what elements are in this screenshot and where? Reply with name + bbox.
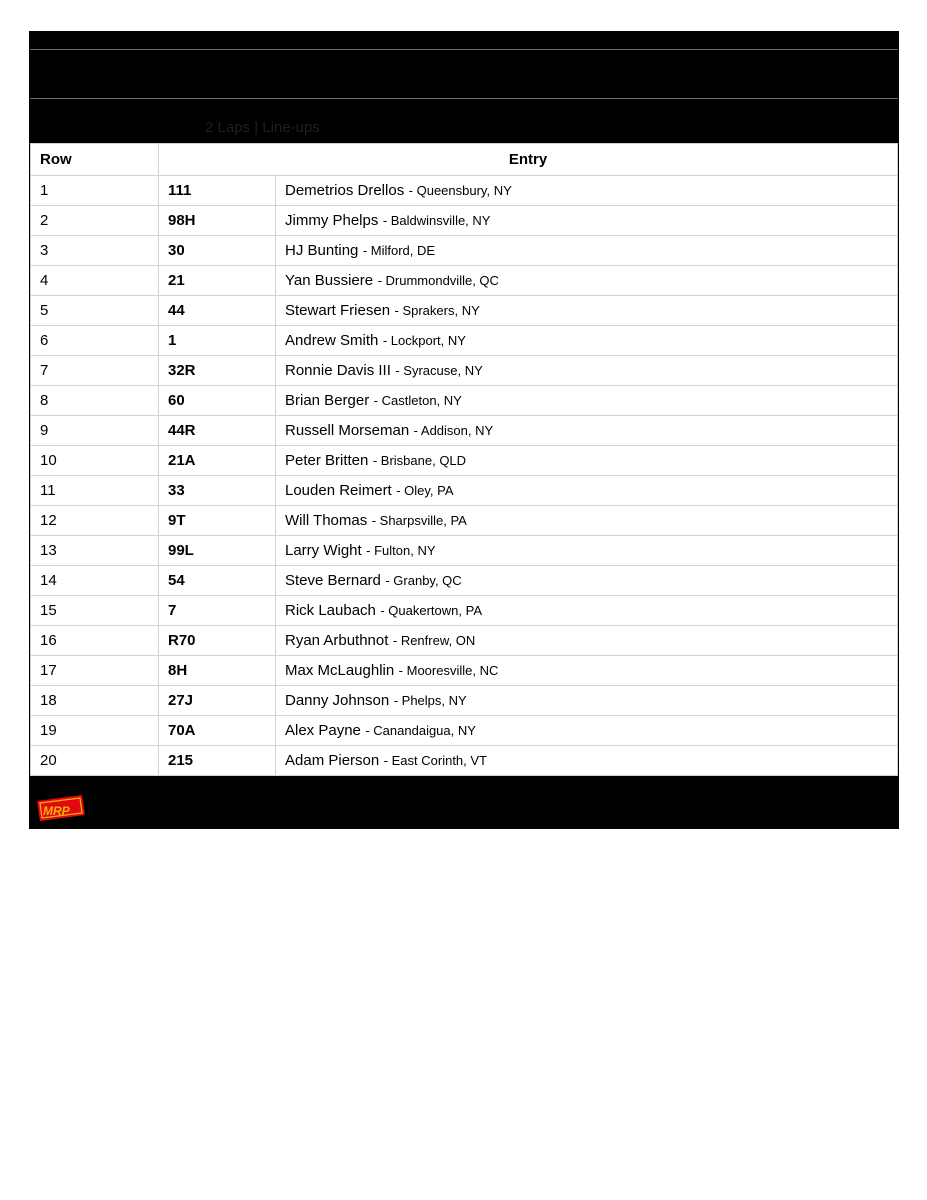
car-number: 27J [159, 686, 276, 716]
driver-name: HJ Bunting [285, 241, 359, 259]
table-row [31, 266, 898, 296]
row-number: 17 [31, 656, 159, 686]
row-number: 2 [31, 206, 159, 236]
car-number: 44R [159, 416, 276, 446]
driver-hometown: Lockport, NY [390, 332, 466, 348]
table-row [31, 656, 898, 686]
driver-entry [276, 356, 898, 386]
driver-hometown: Mooresville, NC [406, 662, 499, 678]
row-number: 13 [31, 536, 159, 566]
car-number: 98H [159, 206, 276, 236]
lineup-sheet [29, 31, 899, 829]
car-number: 21 [159, 266, 276, 296]
table-row [31, 176, 898, 206]
driver-name: Max McLaughlin [285, 661, 395, 679]
driver-hometown: Canandaigua, NY [373, 722, 476, 738]
driver-hometown: Sprakers, NY [402, 302, 480, 318]
lineup-table [30, 143, 898, 776]
table-row [31, 296, 898, 326]
separator: - [372, 452, 381, 468]
footer-bar [30, 776, 898, 828]
driver-entry [276, 176, 898, 206]
row-number: 9 [31, 416, 159, 446]
header-subtitle-bar [30, 99, 898, 143]
separator: - [382, 212, 391, 228]
table-header-row [31, 144, 898, 176]
separator: - [380, 602, 389, 618]
logo-text: MRP [43, 804, 70, 818]
car-number: 1 [159, 326, 276, 356]
driver-name: Ryan Arbuthnot [285, 631, 389, 649]
separator: - [373, 392, 382, 408]
driver-name: Andrew Smith [285, 331, 379, 349]
driver-entry [276, 656, 898, 686]
column-header-row: Row [31, 144, 159, 176]
row-number: 6 [31, 326, 159, 356]
driver-hometown: Syracuse, NY [403, 362, 483, 378]
car-number: 99L [159, 536, 276, 566]
driver-hometown: Renfrew, ON [400, 632, 476, 648]
car-number: 44 [159, 296, 276, 326]
driver-name: Stewart Friesen [285, 301, 391, 319]
driver-entry [276, 536, 898, 566]
car-number: 21A [159, 446, 276, 476]
row-number: 16 [31, 626, 159, 656]
car-number: 54 [159, 566, 276, 596]
driver-name: Yan Bussiere [285, 271, 374, 289]
table-row [31, 566, 898, 596]
driver-name: Will Thomas [285, 511, 368, 529]
table-row [31, 536, 898, 566]
driver-entry [276, 296, 898, 326]
driver-name: Russell Morseman [285, 421, 410, 439]
row-number: 8 [31, 386, 159, 416]
row-number: 12 [31, 506, 159, 536]
table-row [31, 686, 898, 716]
lineup-rows [31, 176, 898, 776]
table-row [31, 446, 898, 476]
driver-entry [276, 746, 898, 776]
driver-hometown: Oley, PA [404, 482, 454, 498]
driver-entry [276, 326, 898, 356]
driver-name: Louden Reimert [285, 481, 392, 499]
separator: - [362, 242, 371, 258]
separator: - [396, 482, 405, 498]
table-row [31, 626, 898, 656]
car-number: R70 [159, 626, 276, 656]
driver-name: Steve Bernard [285, 571, 381, 589]
separator: - [395, 362, 404, 378]
driver-name: Danny Johnson [285, 691, 390, 709]
driver-entry [276, 416, 898, 446]
car-number: 30 [159, 236, 276, 266]
separator: - [413, 422, 421, 438]
table-row [31, 716, 898, 746]
driver-entry [276, 476, 898, 506]
driver-name: Demetrios Drellos [285, 181, 405, 199]
driver-entry [276, 686, 898, 716]
separator: - [377, 272, 386, 288]
driver-name: Adam Pierson [285, 751, 380, 769]
row-number: 19 [31, 716, 159, 746]
row-number: 1 [31, 176, 159, 206]
separator: - [365, 722, 374, 738]
car-number: 70A [159, 716, 276, 746]
separator: - [398, 662, 407, 678]
car-number: 215 [159, 746, 276, 776]
driver-hometown: Brisbane, QLD [380, 452, 467, 468]
header-top-bar [30, 32, 898, 50]
separator: - [385, 572, 394, 588]
driver-hometown: Fulton, NY [374, 542, 436, 558]
separator: - [366, 542, 375, 558]
driver-hometown: Granby, QC [393, 572, 462, 588]
driver-entry [276, 506, 898, 536]
separator: - [382, 332, 391, 348]
car-number: 60 [159, 386, 276, 416]
column-header-entry: Entry [159, 144, 898, 176]
driver-entry [276, 446, 898, 476]
driver-entry [276, 566, 898, 596]
driver-hometown: East Corinth, VT [391, 752, 487, 768]
event-subtitle: 2 Laps | Line-ups [205, 119, 320, 136]
table-row [31, 416, 898, 446]
driver-hometown: Queensbury, NY [416, 182, 512, 198]
table-row [31, 356, 898, 386]
table-row [31, 206, 898, 236]
row-number: 14 [31, 566, 159, 596]
driver-hometown: Milford, DE [370, 242, 436, 258]
driver-entry [276, 236, 898, 266]
driver-name: Peter Britten [285, 451, 369, 469]
driver-name: Alex Payne [285, 721, 361, 739]
row-number: 15 [31, 596, 159, 626]
table-row [31, 746, 898, 776]
table-row [31, 596, 898, 626]
driver-name: Rick Laubach [285, 601, 376, 619]
driver-hometown: Phelps, NY [401, 692, 467, 708]
separator: - [394, 302, 403, 318]
driver-entry [276, 266, 898, 296]
header-title-bar [30, 50, 898, 99]
row-number: 3 [31, 236, 159, 266]
car-number: 8H [159, 656, 276, 686]
separator: - [392, 632, 401, 648]
driver-entry [276, 386, 898, 416]
driver-name: Brian Berger [285, 391, 370, 409]
row-number: 7 [31, 356, 159, 386]
driver-hometown: Addison, NY [420, 422, 494, 438]
driver-name: Larry Wight [285, 541, 362, 559]
car-number: 9T [159, 506, 276, 536]
car-number: 33 [159, 476, 276, 506]
mrp-logo-icon [34, 793, 86, 823]
row-number: 5 [31, 296, 159, 326]
driver-hometown: Baldwinsville, NY [390, 212, 491, 228]
table-row [31, 236, 898, 266]
driver-entry [276, 716, 898, 746]
driver-hometown: Castleton, NY [381, 392, 462, 408]
row-number: 18 [31, 686, 159, 716]
row-number: 20 [31, 746, 159, 776]
car-number: 32R [159, 356, 276, 386]
table-row [31, 476, 898, 506]
table-row [31, 506, 898, 536]
driver-entry [276, 626, 898, 656]
driver-hometown: Quakertown, PA [388, 602, 482, 618]
separator: - [393, 692, 402, 708]
driver-hometown: Sharpsville, PA [379, 512, 467, 528]
driver-hometown: Drummondville, QC [385, 272, 499, 288]
row-number: 10 [31, 446, 159, 476]
driver-name: Jimmy Phelps [285, 211, 379, 229]
separator: - [371, 512, 380, 528]
table-row [31, 326, 898, 356]
driver-name: Ronnie Davis III [285, 361, 391, 379]
separator: - [383, 752, 392, 768]
car-number: 7 [159, 596, 276, 626]
driver-entry [276, 206, 898, 236]
separator: - [408, 182, 417, 198]
driver-entry [276, 596, 898, 626]
row-number: 4 [31, 266, 159, 296]
row-number: 11 [31, 476, 159, 506]
car-number: 111 [159, 176, 276, 206]
table-row [31, 386, 898, 416]
